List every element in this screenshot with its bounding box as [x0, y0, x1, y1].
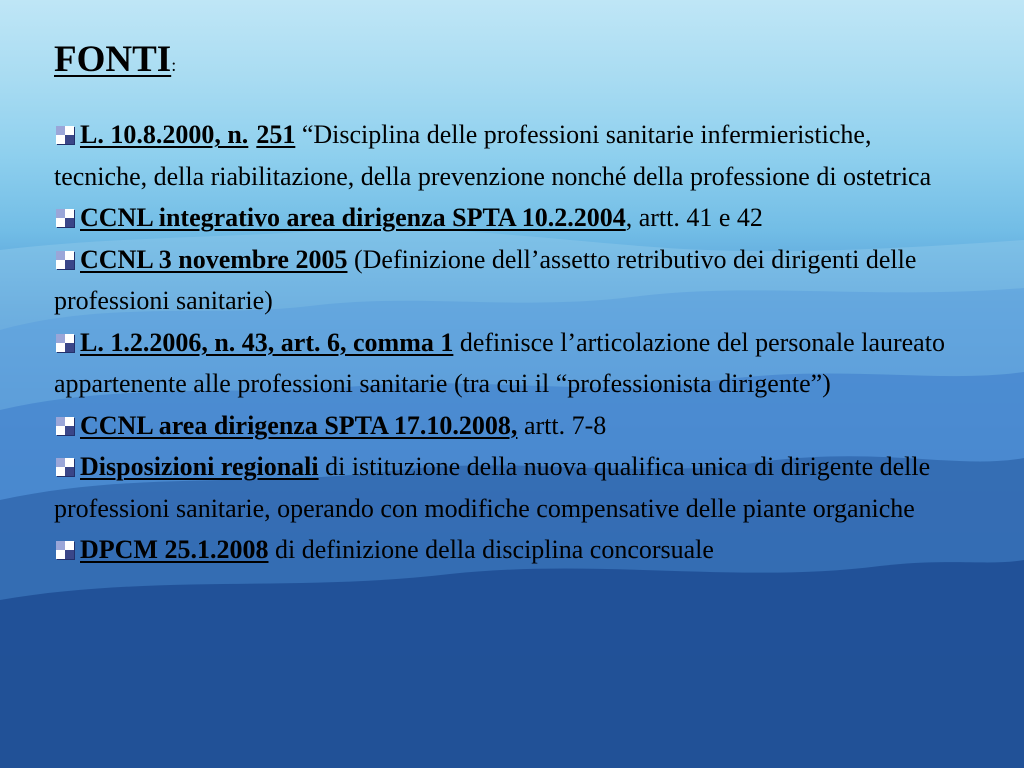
square-bullet-icon — [56, 458, 74, 476]
source-ref-2[interactable]: CCNL integrativo area dirigenza SPTA 10.2.2004 — [80, 203, 626, 232]
source-ref-5[interactable]: CCNL area dirigenza SPTA 17.10.2008, — [80, 410, 518, 440]
slide-title — [54, 38, 970, 87]
source-text-2: , artt. 41 e 42 — [625, 203, 763, 232]
slide-content — [54, 38, 970, 571]
source-text-3: (Definizione dell’assetto retributivo dei dirigenti delle professioni sanitarie) — [54, 244, 917, 315]
source-ref-7[interactable]: DPCM 25.1.2008 — [80, 535, 269, 564]
source-ref-4[interactable]: L. 1.2.2006, n. 43, art. 6, comma 1 — [80, 327, 454, 357]
square-bullet-icon — [56, 541, 74, 559]
source-item-7 — [54, 529, 970, 571]
square-bullet-icon — [56, 417, 74, 435]
square-bullet-icon — [56, 209, 74, 227]
square-bullet-icon — [56, 251, 74, 269]
title-text: FONTI — [54, 39, 172, 80]
source-text-1: “Disciplina delle professioni sanitarie infermieristiche, tecniche, della riabilitazione, della prevenzione nonché della professione di ostetrica — [54, 120, 932, 191]
square-bullet-icon — [56, 334, 74, 352]
source-item-1 — [54, 114, 970, 197]
title-colon: : — [171, 55, 177, 75]
source-ref-6[interactable]: Disposizioni regionali — [80, 452, 319, 481]
source-ref-1a[interactable]: L. 10.8.2000, n. — [80, 120, 249, 149]
square-bullet-icon — [56, 126, 74, 144]
source-text-6: di istituzione della nuova qualifica unica di dirigente delle professioni sanitarie, operando con modifiche compensative delle piante organiche — [54, 452, 931, 523]
source-item-3 — [54, 239, 970, 322]
source-item-5 — [54, 405, 970, 447]
source-text-7: di definizione della disciplina concorsuale — [268, 535, 714, 564]
source-item-6 — [54, 446, 970, 529]
source-ref-1b[interactable]: 251 — [256, 120, 296, 149]
source-item-2 — [54, 197, 970, 239]
source-text-5: artt. 7-8 — [517, 410, 607, 440]
source-text-4: definisce l’articolazione del personale laureato appartenente alle professioni sanitarie (tra cui il “professionista dirigente”) — [54, 327, 945, 398]
source-item-4 — [54, 322, 970, 405]
source-ref-3[interactable]: CCNL 3 novembre 2005 — [80, 244, 348, 274]
